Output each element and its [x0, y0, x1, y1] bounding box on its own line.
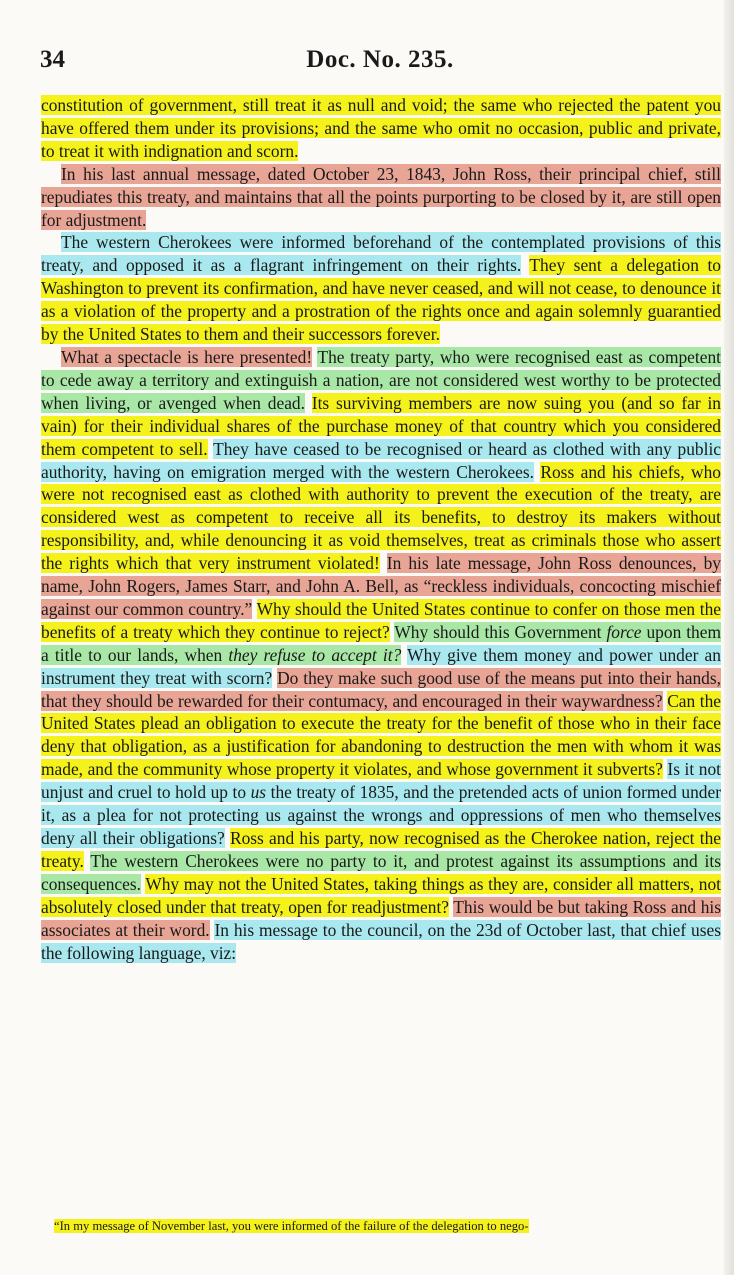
- paragraph: [41, 346, 721, 964]
- highlighted-sentence: Its surviving members are now suing you (and so far in vain) for their individual shares of the purchase money of that country which you considered them competent to sell.: [41, 392, 721, 459]
- body-text: [41, 94, 721, 964]
- highlighted-sentence: They have ceased to be recognised or heard as clothed with any public authority, having on emigration merged with the western Cherokees.: [41, 438, 721, 482]
- highlighted-sentence: The western Cherokees were informed beforehand of the contemplated provisions of this treaty, and opposed it as a flagrant infringement on their rights.: [41, 232, 721, 276]
- highlighted-sentence: constitution of government, still treat it as null and void; the same who rejected the patent you have offered them under its provisions; and the same who omit no occasion, public and private, to treat it with indignation and scorn.: [41, 95, 721, 161]
- footnote: [44, 1218, 716, 1234]
- sentence-gap: [305, 393, 312, 413]
- highlighted-sentence: the treaty of 1835, and the pretended acts of union formed under it, as a plea for not protecting us against the wrongs and oppressions of men who themselves deny all their obligations?: [41, 782, 721, 848]
- highlighted-sentence: Ross and his chiefs, who were not recognised east as clothed with authority to prevent the execution of the treaty, are considered west as competent to receive all its benefits, to destroy its makers without responsibility, and, while denouncing it as void themselves, treat as criminals those who assert the rights which that very instrument violated!: [41, 461, 721, 574]
- highlighted-sentence: force: [606, 621, 642, 642]
- page-header: [40, 46, 720, 76]
- sentence-gap: [380, 553, 387, 573]
- highlighted-sentence: Can the United States plead an obligation to execute the treaty for the benefit of those who in their face deny that obligation, as a justification for abandoning to destruction the men with whom it was made, and the community whose property it violates, and whose government it subverts?: [41, 690, 721, 780]
- highlighted-sentence: In his late message, John Ross denounces, by name, John Rogers, James Starr, and John A. Bell, as “reckless individuals, concocting mischief against our common country.”: [41, 553, 722, 619]
- highlighted-sentence: This would be but taking Ross and his associates at their word.: [41, 896, 721, 940]
- highlighted-sentence: Why give them money and power under an instrument they treat with scorn?: [41, 644, 721, 688]
- highlighted-sentence: Why may not the United States, taking things as they are, consider all matters, not absolutely closed under that treaty, open for readjustment?: [41, 873, 721, 917]
- highlighted-sentence: Why should the United States continue to confer on those men the benefits of a treaty which they continue to reject?: [41, 598, 721, 642]
- highlighted-sentence: Is it not unjust and cruel to hold up to: [41, 759, 721, 803]
- footnote-text: “In my message of November last, you were informed of the failure of the delegation to nego-: [54, 1219, 529, 1233]
- page-edge: [724, 0, 734, 1275]
- highlighted-sentence: Ross and his party, now recognised as the Cherokee nation, reject the treaty.: [41, 828, 721, 871]
- document-title: Doc. No. 235.: [306, 46, 454, 73]
- highlighted-sentence: upon them a title to our lands, when: [41, 621, 722, 665]
- highlighted-sentence: The treaty party, who were recognised east as competent to cede away a territory and extinguish a nation, are not considered west worthy to be protected when living, or avenged when dead.: [41, 346, 721, 413]
- paragraph: [41, 231, 721, 346]
- highlighted-sentence: Do they make such good use of the means put into their hands, that they should be rewarded for their contumacy, and encouraged in their waywardness?: [41, 667, 721, 711]
- highlighted-sentence: They sent a delegation to Washington to prevent its confirmation, and have never ceased, and will not cease, to denounce it as a violation of the property and a prostration of the rights once and again solemnly guarantied by the United States to them and their successors forever.: [41, 255, 721, 345]
- highlighted-sentence: The western Cherokees were no party to it, and protest against its assumptions and its consequences.: [41, 850, 721, 894]
- page-number: 34: [40, 46, 65, 73]
- paragraph: [41, 163, 721, 232]
- highlighted-sentence: What a spectacle is here presented!: [61, 346, 313, 367]
- highlighted-sentence: us: [250, 782, 267, 803]
- highlighted-sentence: they refuse to accept it?: [228, 644, 402, 665]
- sentence-gap: [252, 599, 256, 619]
- highlighted-sentence: In his message to the council, on the 23d of October last, that chief uses the following language, viz:: [41, 919, 721, 963]
- highlighted-sentence: In his last annual message, dated October 23, 1843, John Ross, their principal chief, still repudiates this treaty, and maintains that all the points purporting to be closed by it, are still open for adjustment.: [41, 163, 721, 230]
- highlighted-sentence: Why should this Government: [394, 621, 607, 642]
- paragraph: [41, 94, 721, 163]
